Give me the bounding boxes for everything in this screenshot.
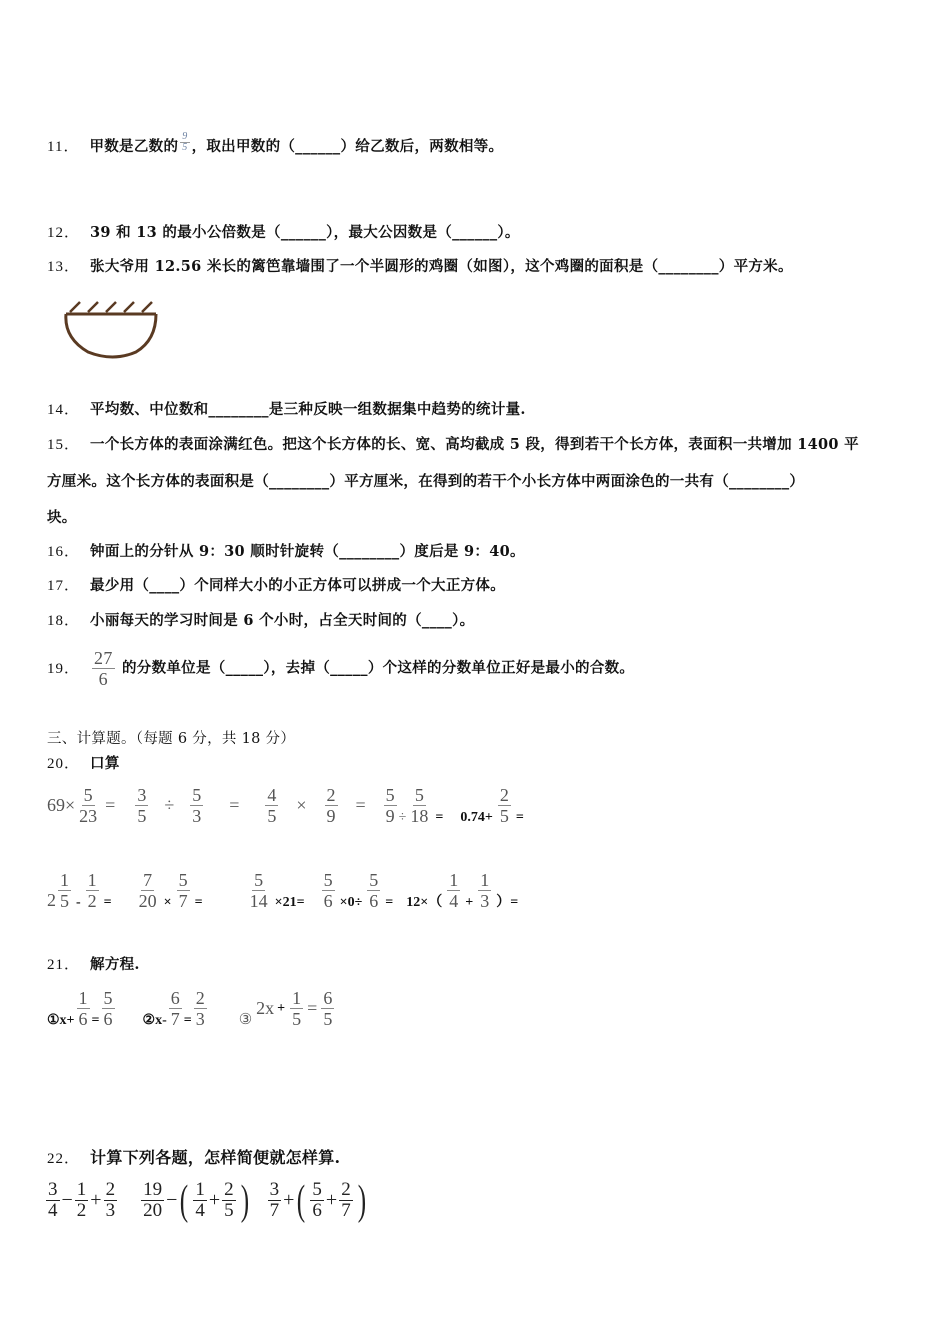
numerator: 2 [499,785,509,805]
oral-calc-row-2 [47,870,521,911]
fraction [177,870,190,911]
question-21 [47,953,140,974]
text-segment: + [208,1189,221,1211]
denominator: 5 [224,1200,234,1221]
denominator: 9 [385,806,395,826]
text-segment: ②x- [142,1013,167,1028]
denominator: 6 [98,669,108,689]
numerator: 5 [369,870,379,890]
numerator: 4 [267,785,277,805]
denominator: 6 [323,891,333,911]
fraction [384,785,397,826]
numerator: 5 [178,870,188,890]
numerator: 27 [94,648,113,668]
question-number: 14． [47,402,81,418]
fraction [104,1180,118,1221]
text-segment: + [325,1189,338,1211]
numerator: 2 [195,988,205,1008]
text-segment: 三、计算题。（每题 6 分，共 18 分） [47,731,296,747]
text-segment: = [307,998,318,1018]
text-segment: ×21= [274,895,305,910]
question-number: 21． [47,957,81,973]
fraction [194,988,207,1029]
question-number: 20． [47,756,81,772]
denominator: 6 [312,1200,322,1221]
text-segment: 张大爷用 12.56 米长的篱笆靠墙围了一个半圆形的鸡圈（如图），这个鸡圈的面积是（________）平方米。 [90,258,793,275]
denominator: 14 [249,891,268,911]
text-segment: = [385,895,394,910]
text-segment: - [76,895,81,910]
text-segment: 2 [47,890,56,910]
text-segment: 的分数单位是（_____），去掉（_____）个这样的分数单位正好是最小的合数。 [121,659,635,677]
text-segment: × [163,895,172,910]
denominator: 23 [79,806,98,826]
question-19 [47,648,634,689]
text-segment: 甲数是乙数的 [89,138,179,155]
denominator: 20 [138,891,157,911]
section-3-heading [47,727,295,748]
question-number: 15． [47,437,81,453]
text-segment: + [90,1189,102,1211]
numerator: 1 [78,988,88,1008]
denominator: 7 [341,1200,351,1221]
denominator: 3 [480,891,490,911]
text-segment [70,302,152,312]
question-number: 19． [47,660,81,677]
fraction [92,648,115,689]
numerator: 5 [385,785,395,805]
numerator: 9 [182,131,188,142]
text-segment: + [283,1189,295,1211]
text-segment: + [465,895,474,910]
numerator: 2 [326,785,336,805]
question-22 [47,1145,340,1168]
text-segment: 最少用（____）个同样大小的小正方体可以拼成一个大正方体。 [90,577,506,594]
fraction [169,988,182,1029]
fraction [265,785,278,826]
denominator: 7 [269,1200,280,1221]
text-segment: 一个长方体的表面涂满红色。把这个长方体的长、宽、高均截成 5 段，得到若干个长方体，表面积一共增加 1400 平 [90,436,859,453]
fraction [77,785,99,826]
numerator: 3 [48,1179,58,1200]
parenthesis: ) [240,1177,249,1224]
fraction [137,870,159,911]
text-segment: 0.74+ [460,810,493,825]
fraction [180,132,189,153]
denominator: 4 [195,1200,205,1221]
fraction [141,1180,164,1221]
denominator: 7 [178,891,188,911]
fraction [222,1180,236,1221]
text-segment: ，取出甲数的（______）给乙数后，两数相等。 [191,138,504,155]
numerator: 5 [192,785,202,805]
denominator: 6 [103,1009,113,1029]
fraction [367,870,380,911]
text-segment: ÷ [164,795,175,815]
simplify-expressions [44,1177,369,1224]
denominator: 5 [60,891,69,911]
fraction [325,785,338,826]
text-segment: = [183,1013,192,1028]
equations-row [47,988,336,1029]
question-15 [47,433,859,454]
numerator: 5 [254,870,264,890]
text-segment: = [103,895,112,910]
fraction [193,1180,207,1221]
denominator: 20 [143,1200,163,1221]
numerator: 5 [103,988,113,1008]
fraction [310,1180,324,1221]
fraction [498,785,511,826]
numerator: 5 [414,785,424,805]
fraction [77,988,90,1029]
fraction [268,1180,282,1221]
numerator: 5 [323,870,333,890]
oral-calc-row-1 [47,785,527,826]
text-segment: 小丽每天的学习时间是 6 个小时，占全天时间的（____）。 [90,612,475,629]
numerator: 5 [312,1179,322,1200]
numerator: 1 [195,1179,205,1200]
fraction [86,870,99,911]
numerator: 19 [143,1179,163,1200]
text-segment: ×0÷ [339,895,363,910]
denominator: 5 [267,806,277,826]
fraction [190,785,203,826]
denominator: 7 [170,1009,180,1029]
question-number: 17． [47,578,81,594]
text-segment [66,314,156,357]
question-14 [47,398,526,419]
question-15-line3 [47,506,77,527]
fraction [135,785,148,826]
numerator: 2 [341,1179,351,1200]
question-11 [47,132,503,156]
numerator: 1 [76,1179,87,1200]
question-number: 22． [47,1151,81,1167]
fraction [408,785,430,826]
text-segment: = [105,795,116,815]
numerator: 1 [292,988,302,1008]
text-segment: ①x+ [47,1013,75,1028]
fraction [321,988,334,1029]
fraction [75,1180,89,1221]
text-segment: 块。 [47,509,77,526]
numerator: 2 [224,1179,234,1200]
text-segment: − [166,1189,178,1211]
text-segment: 69 [47,795,65,815]
fraction [290,988,303,1029]
question-18 [47,609,474,630]
question-number: 13． [47,259,81,275]
numerator: 1 [480,870,490,890]
parenthesis: ( [297,1177,306,1224]
question-15-line2 [47,470,804,491]
fraction [102,988,115,1029]
question-20 [47,752,120,773]
denominator: 2 [87,891,97,911]
text-segment: ）= [496,895,519,910]
numerator: 5 [83,785,93,805]
denominator: 3 [195,1009,205,1029]
text-segment: 平均数、中位数和________是三种反映一组数据集中趋势的统计量. [90,401,526,418]
text-segment: = [355,795,366,815]
text-segment: 钟面上的分针从 9：30 顺时针旋转（________）度后是 9：40。 [90,543,525,560]
question-number: 18． [47,613,81,629]
text-segment: + [277,1000,286,1016]
numerator: 3 [269,1179,280,1200]
fraction [447,870,460,911]
numerator: 7 [143,870,153,890]
denominator: 5 [323,1009,333,1029]
denominator: 5 [137,806,147,826]
denominator: 5 [182,142,188,153]
text-segment: × [296,795,307,815]
semicircle-pen-figure [58,298,163,362]
denominator: 5 [292,1009,302,1029]
fraction [322,870,335,911]
question-number: 11． [47,139,80,155]
text-segment: = [435,810,444,825]
numerator: 1 [449,870,459,890]
denominator: 6 [369,891,379,911]
text-segment: = [515,810,524,825]
text-segment: × [65,795,76,815]
text-segment: − [61,1189,73,1211]
numerator: 3 [137,785,147,805]
numerator: 6 [323,988,333,1008]
denominator: 18 [410,806,429,826]
text-segment: 方厘米。这个长方体的表面积是（________）平方厘米，在得到的若干个小长方体中两面涂色的一共有（________） [47,473,805,490]
question-17 [47,574,505,595]
numerator: 2 [105,1179,116,1200]
text-segment: 口算 [90,755,120,772]
text-segment: = [91,1013,100,1028]
fraction [339,1180,353,1221]
denominator: 4 [449,891,459,911]
text-segment: ③ [238,1012,253,1028]
text-segment: 解方程. [90,956,140,973]
question-number: 12． [47,225,81,241]
denominator: 3 [105,1200,116,1221]
denominator: 5 [499,806,509,826]
text-segment: 2x [256,998,275,1018]
denominator: 3 [192,806,202,826]
text-segment: 计算下列各题，怎样简便就怎样算. [90,1148,341,1167]
denominator: 2 [76,1200,87,1221]
text-segment: = [194,895,203,910]
denominator: 6 [78,1009,88,1029]
text-segment: ÷ [398,810,407,825]
fraction [248,870,270,911]
parenthesis: ) [357,1177,366,1224]
numerator: 6 [170,988,180,1008]
denominator: 9 [326,806,336,826]
question-13 [47,255,793,276]
fraction [58,870,71,911]
numerator: 1 [60,870,69,890]
fraction [478,870,491,911]
denominator: 4 [48,1200,58,1221]
text-segment: 12×（ [406,895,443,910]
parenthesis: ( [180,1177,189,1224]
question-16 [47,540,525,561]
question-number: 16． [47,544,81,560]
fraction [46,1180,60,1221]
numerator: 1 [87,870,97,890]
question-12 [47,221,520,242]
text-segment: 39 和 13 的最小公倍数是（______），最大公因数是（______）。 [90,224,520,241]
text-segment: = [229,795,240,815]
